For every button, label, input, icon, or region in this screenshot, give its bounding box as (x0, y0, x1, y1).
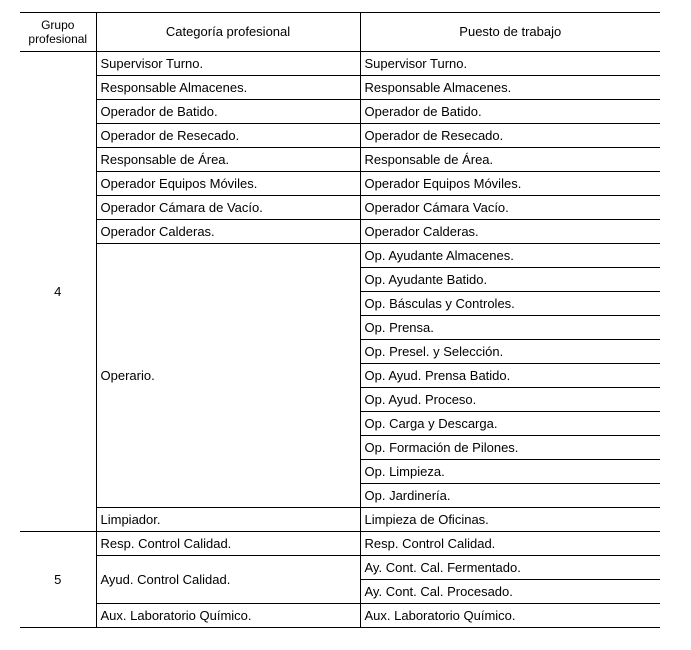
table-row (20, 100, 660, 124)
puesto-cell: Operador de Resecado. (360, 124, 660, 148)
puesto-cell: Op. Prensa. (360, 316, 660, 340)
table-body (20, 52, 660, 628)
categoria-cell: Supervisor Turno. (96, 52, 360, 76)
puesto-cell: Op. Ayud. Proceso. (360, 388, 660, 412)
grupo-cell: 5 (20, 532, 96, 628)
puesto-cell: Responsable Almacenes. (360, 76, 660, 100)
table-row (20, 604, 660, 628)
categoria-cell: Responsable de Área. (96, 148, 360, 172)
puesto-cell: Aux. Laboratorio Químico. (360, 604, 660, 628)
puesto-cell: Ay. Cont. Cal. Procesado. (360, 580, 660, 604)
categoria-cell: Resp. Control Calidad. (96, 532, 360, 556)
header-categoria: Categoría profesional (96, 13, 360, 52)
table-row (20, 244, 660, 268)
table-row (20, 220, 660, 244)
categoria-cell: Aux. Laboratorio Químico. (96, 604, 360, 628)
categoria-cell: Ayud. Control Calidad. (96, 556, 360, 604)
categoria-cell: Operador de Resecado. (96, 124, 360, 148)
table-row (20, 124, 660, 148)
header-puesto: Puesto de trabajo (360, 13, 660, 52)
puesto-cell: Op. Limpieza. (360, 460, 660, 484)
categoria-cell: Operador Equipos Móviles. (96, 172, 360, 196)
table-row (20, 532, 660, 556)
grupo-cell: 4 (20, 52, 96, 532)
puesto-cell: Op. Ayud. Prensa Batido. (360, 364, 660, 388)
header-row (20, 13, 660, 52)
table-row (20, 556, 660, 580)
table-row (20, 508, 660, 532)
categoria-cell: Limpiador. (96, 508, 360, 532)
table-row (20, 148, 660, 172)
header-grupo: Grupo profesional (20, 13, 96, 52)
puesto-cell: Resp. Control Calidad. (360, 532, 660, 556)
table-row (20, 196, 660, 220)
puesto-cell: Op. Básculas y Controles. (360, 292, 660, 316)
categoria-cell: Operador Cámara de Vacío. (96, 196, 360, 220)
puesto-cell: Ay. Cont. Cal. Fermentado. (360, 556, 660, 580)
puesto-cell: Op. Ayudante Batido. (360, 268, 660, 292)
puesto-cell: Supervisor Turno. (360, 52, 660, 76)
categoria-cell: Operador Calderas. (96, 220, 360, 244)
puesto-cell: Operador Cámara Vacío. (360, 196, 660, 220)
puesto-cell: Operador Equipos Móviles. (360, 172, 660, 196)
job-classification-table (20, 12, 660, 628)
puesto-cell: Op. Carga y Descarga. (360, 412, 660, 436)
puesto-cell: Op. Presel. y Selección. (360, 340, 660, 364)
puesto-cell: Responsable de Área. (360, 148, 660, 172)
puesto-cell: Operador de Batido. (360, 100, 660, 124)
categoria-cell: Operario. (96, 244, 360, 508)
table-row (20, 76, 660, 100)
puesto-cell: Limpieza de Oficinas. (360, 508, 660, 532)
categoria-cell: Responsable Almacenes. (96, 76, 360, 100)
puesto-cell: Operador Calderas. (360, 220, 660, 244)
categoria-cell: Operador de Batido. (96, 100, 360, 124)
puesto-cell: Op. Formación de Pilones. (360, 436, 660, 460)
puesto-cell: Op. Jardinería. (360, 484, 660, 508)
table-row (20, 172, 660, 196)
puesto-cell: Op. Ayudante Almacenes. (360, 244, 660, 268)
table-row (20, 52, 660, 76)
